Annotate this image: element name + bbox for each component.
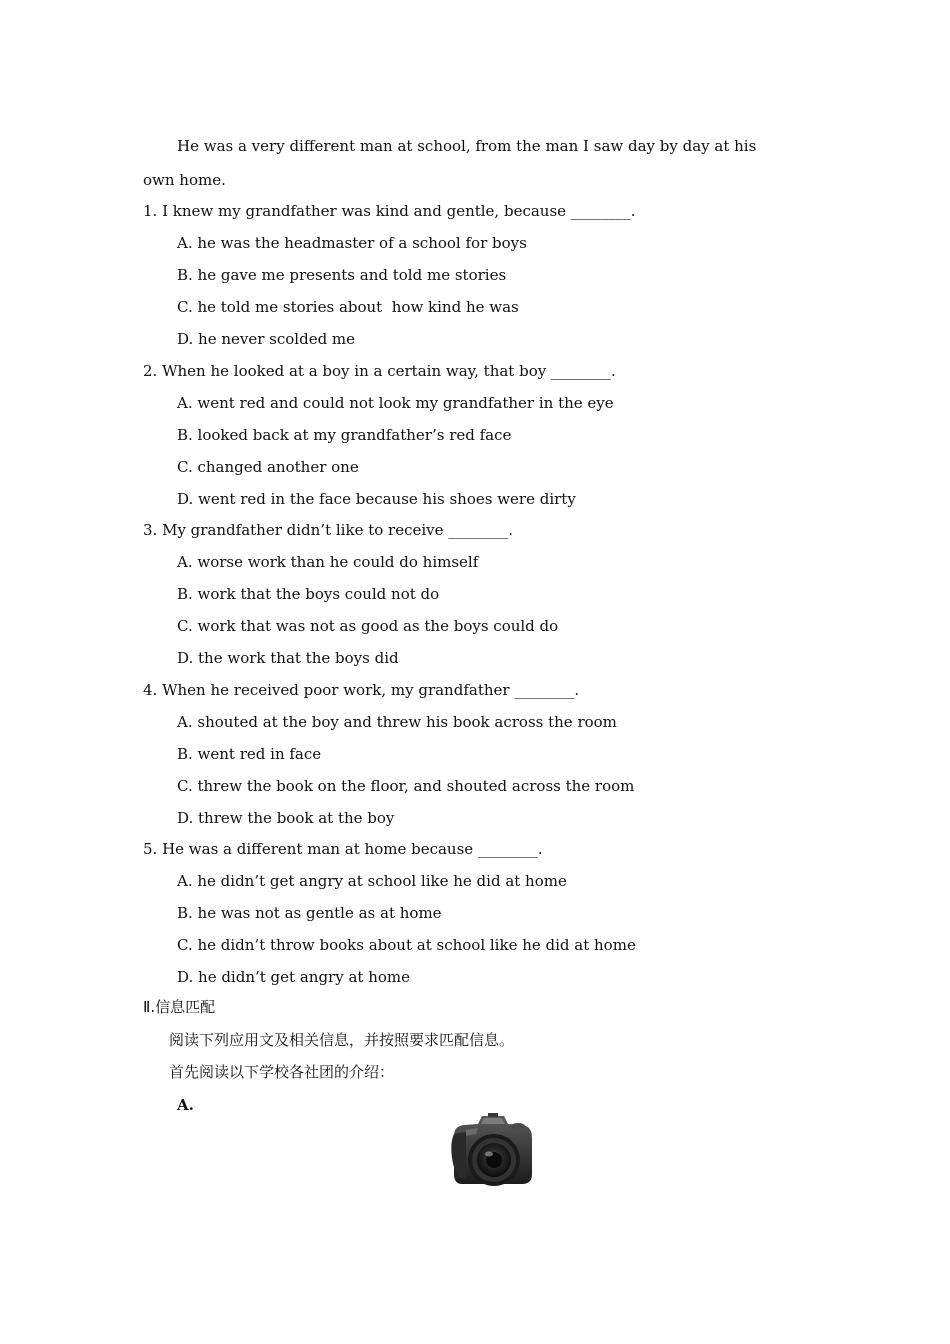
- question-5-option-c: C. he didn’t throw books about at school like he did at home: [177, 936, 636, 954]
- camera-icon: [448, 1112, 536, 1192]
- question-4-option-d: D. threw the book at the boy: [177, 809, 395, 827]
- question-5-option-a: A. he didn’t get angry at school like he did at home: [177, 872, 567, 890]
- question-1-option-a: A. he was the headmaster of a school for boys: [177, 234, 527, 252]
- question-2-option-b: B. looked back at my grandfather’s red face: [177, 426, 512, 444]
- question-3-option-a: A. worse work than he could do himself: [177, 553, 479, 571]
- question-4-stem: 4. When he received poor work, my grandfather ________.: [143, 681, 580, 699]
- question-4-option-c: C. threw the book on the floor, and shouted across the room: [177, 777, 635, 795]
- question-1-option-d: D. he never scolded me: [177, 330, 356, 348]
- question-4-option-a: A. shouted at the boy and threw his book across the room: [177, 713, 617, 731]
- question-1-option-b: B. he gave me presents and told me stories: [177, 266, 507, 284]
- question-3-option-b: B. work that the boys could not do: [177, 585, 440, 603]
- question-3-stem: 3. My grandfather didn’t like to receive ________.: [143, 521, 514, 539]
- question-2-option-d: D. went red in the face because his shoes were dirty: [177, 490, 576, 508]
- club-a-label: A.: [177, 1096, 194, 1114]
- section-2-instruction-1: 阅读下列应用文及相关信息，并按照要求匹配信息。: [169, 1031, 515, 1049]
- question-3-option-d: D. the work that the boys did: [177, 649, 399, 667]
- question-3-option-c: C. work that was not as good as the boys could do: [177, 617, 559, 635]
- question-2-stem: 2. When he looked at a boy in a certain way, that boy ________.: [143, 362, 616, 380]
- question-1-option-c: C. he told me stories about how kind he was: [177, 298, 519, 316]
- question-2-option-a: A. went red and could not look my grandfather in the eye: [177, 394, 614, 412]
- question-5-option-b: B. he was not as gentle as at home: [177, 904, 442, 922]
- section-2-instruction-2: 首先阅读以下学校各社团的介绍：: [169, 1063, 395, 1081]
- section-2-title: Ⅱ.信息匹配: [143, 998, 216, 1016]
- question-2-option-c: C. changed another one: [177, 458, 359, 476]
- question-1-stem: 1. I knew my grandfather was kind and gentle, because ________.: [143, 202, 636, 220]
- question-5-option-d: D. he didn’t get angry at home: [177, 968, 410, 986]
- question-5-stem: 5. He was a different man at home because ________.: [143, 840, 543, 858]
- question-4-option-b: B. went red in face: [177, 745, 322, 763]
- passage-line-2: own home.: [143, 171, 226, 189]
- passage-line-1: He was a very different man at school, from the man I saw day by day at his: [177, 137, 757, 155]
